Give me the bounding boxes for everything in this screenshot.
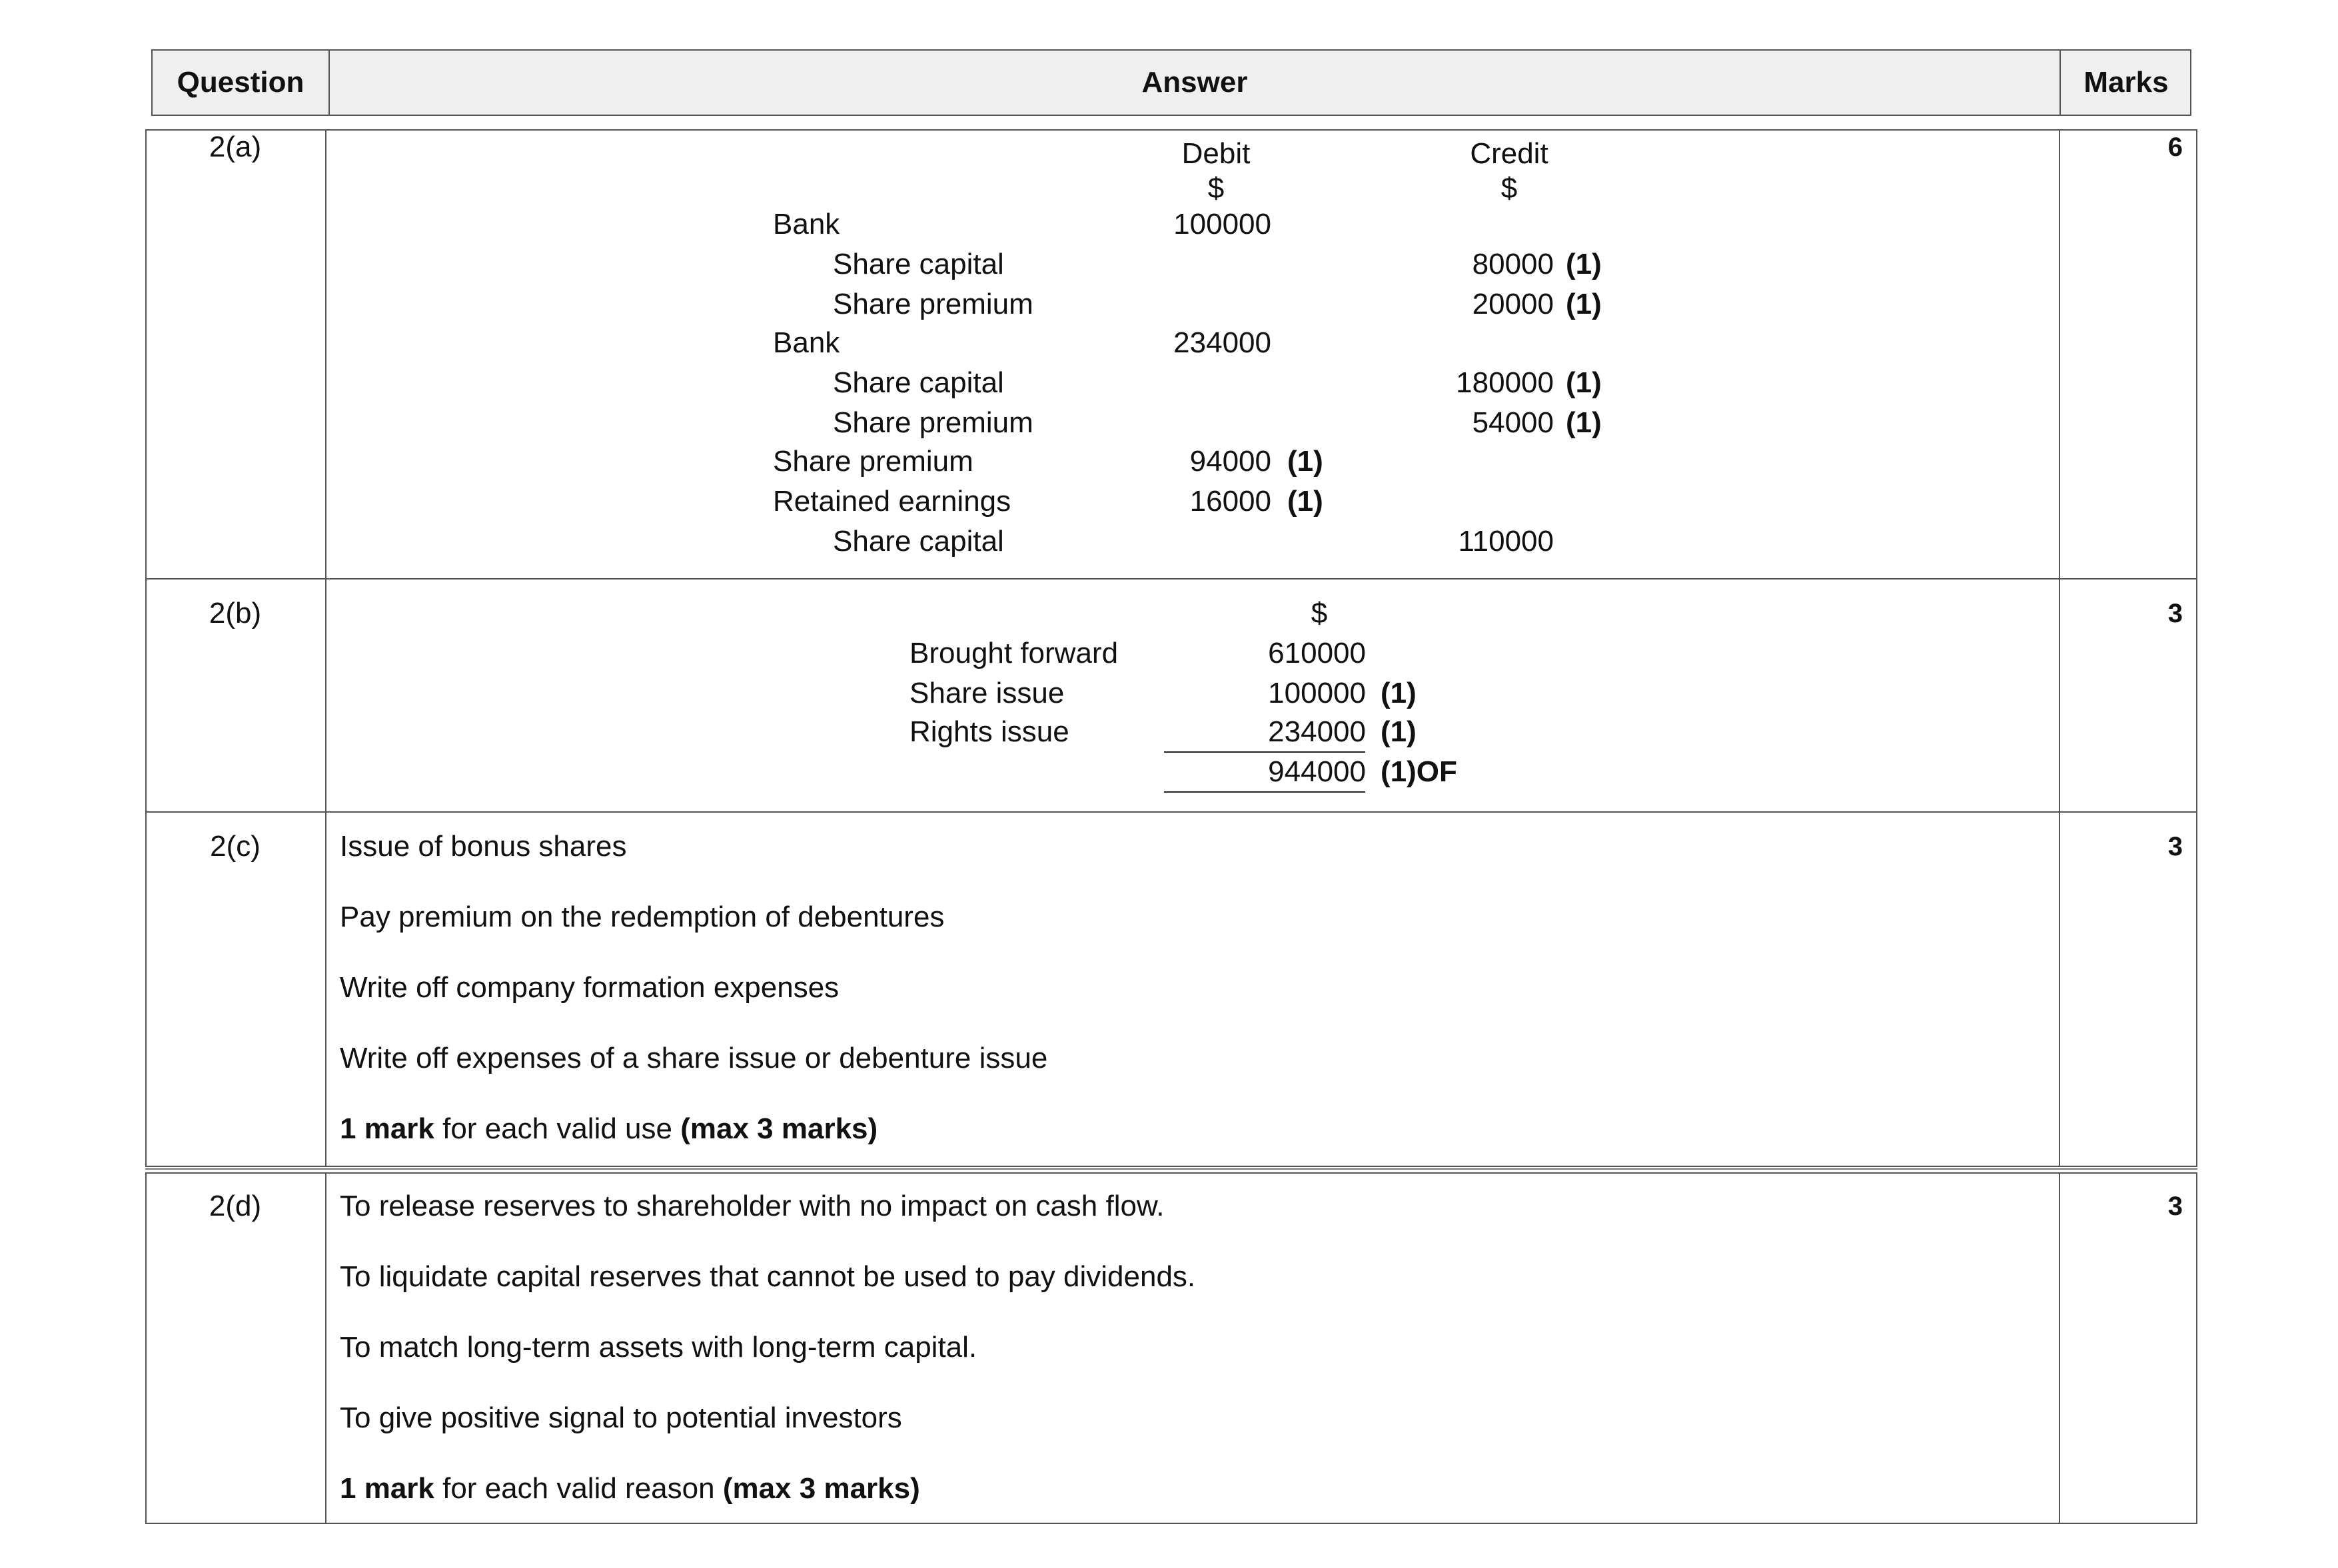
journal-label: Share premium xyxy=(773,445,973,478)
credit-mark: (1) xyxy=(1566,406,1602,439)
marking-note xyxy=(340,1472,920,1505)
debit-mark: (1) xyxy=(1287,445,1323,478)
note-bold: (max 3 marks) xyxy=(680,1112,878,1145)
marks-value: 3 xyxy=(2167,832,2183,861)
ledger-amount: 610000 xyxy=(1268,637,1366,669)
total-rule xyxy=(1164,791,1365,793)
marking-note xyxy=(340,1112,877,1146)
note-bold: 1 mark xyxy=(340,1472,434,1505)
header-question: Question xyxy=(177,66,304,99)
journal-label: Share premium xyxy=(833,406,1033,439)
marks-value: 3 xyxy=(2167,599,2183,628)
credit-mark: (1) xyxy=(1566,248,1602,280)
credit-amount: 54000 xyxy=(1472,406,1554,439)
note-bold: (max 3 marks) xyxy=(722,1472,920,1505)
answer-line: To liquidate capital reserves that cannot be used to pay dividends. xyxy=(340,1260,1196,1293)
question-number: 2(c) xyxy=(210,830,261,863)
marks-value: 3 xyxy=(2167,1192,2183,1221)
ledger-label: Rights issue xyxy=(909,715,1069,748)
journal-label: Share premium xyxy=(833,288,1033,320)
credit-mark: (1) xyxy=(1566,366,1602,399)
row-2d xyxy=(145,1172,2197,1524)
answer-line: To give positive signal to potential investors xyxy=(340,1401,902,1434)
row-separator xyxy=(145,1168,2197,1170)
ledger-mark: (1)OF xyxy=(1381,755,1457,788)
journal-label: Retained earnings xyxy=(773,485,1011,518)
row-2c xyxy=(145,811,2197,1167)
credit-amount: 20000 xyxy=(1472,288,1554,320)
credit-amount: 110000 xyxy=(1458,525,1554,558)
answer-line: Issue of bonus shares xyxy=(340,830,627,863)
debit-heading: Debit xyxy=(1181,137,1251,170)
table-header xyxy=(151,49,2191,116)
header-marks: Marks xyxy=(2083,66,2169,99)
credit-heading: Credit xyxy=(1470,137,1548,170)
debit-amount: 234000 xyxy=(1173,326,1271,359)
ledger-label: Share issue xyxy=(909,677,1065,709)
debit-amount: 94000 xyxy=(1189,445,1271,478)
answer-line: To release reserves to shareholder with no impact on cash flow. xyxy=(340,1190,1165,1222)
question-number: 2(a) xyxy=(209,131,262,163)
subtotal-rule xyxy=(1164,751,1365,753)
answer-line: Write off expenses of a share issue or debenture issue xyxy=(340,1042,1048,1074)
question-number: 2(d) xyxy=(209,1190,262,1222)
ledger-mark: (1) xyxy=(1381,677,1417,709)
row-2b xyxy=(145,578,2197,813)
ledger-total: 944000 xyxy=(1268,755,1366,788)
credit-currency: $ xyxy=(1500,172,1518,204)
debit-amount: 100000 xyxy=(1173,208,1271,240)
marks-value: 6 xyxy=(2167,133,2183,162)
currency-heading: $ xyxy=(1311,597,1328,629)
credit-mark: (1) xyxy=(1566,288,1602,320)
answer-line: Pay premium on the redemption of debentures xyxy=(340,901,945,933)
credit-amount: 80000 xyxy=(1472,248,1554,280)
credit-amount: 180000 xyxy=(1456,366,1554,399)
journal-label: Share capital xyxy=(833,366,1004,399)
question-number: 2(b) xyxy=(209,597,262,629)
ledger-amount: 234000 xyxy=(1268,715,1366,748)
debit-currency: $ xyxy=(1207,172,1225,204)
row-2a xyxy=(145,129,2197,580)
ledger-amount: 100000 xyxy=(1268,677,1366,709)
journal-label: Bank xyxy=(773,326,840,359)
answer-line: To match long-term assets with long-term capital. xyxy=(340,1331,977,1364)
answer-line: Write off company formation expenses xyxy=(340,971,840,1004)
journal-label: Share capital xyxy=(833,248,1004,280)
journal-label: Share capital xyxy=(833,525,1004,558)
debit-mark: (1) xyxy=(1287,485,1323,518)
debit-amount: 16000 xyxy=(1189,485,1271,518)
note-bold: 1 mark xyxy=(340,1112,434,1145)
header-answer: Answer xyxy=(1141,66,1248,99)
note-text: for each valid reason xyxy=(434,1472,723,1505)
note-text: for each valid use xyxy=(434,1112,681,1145)
ledger-label: Brought forward xyxy=(909,637,1119,669)
journal-label: Bank xyxy=(773,208,840,240)
ledger-mark: (1) xyxy=(1381,715,1417,748)
